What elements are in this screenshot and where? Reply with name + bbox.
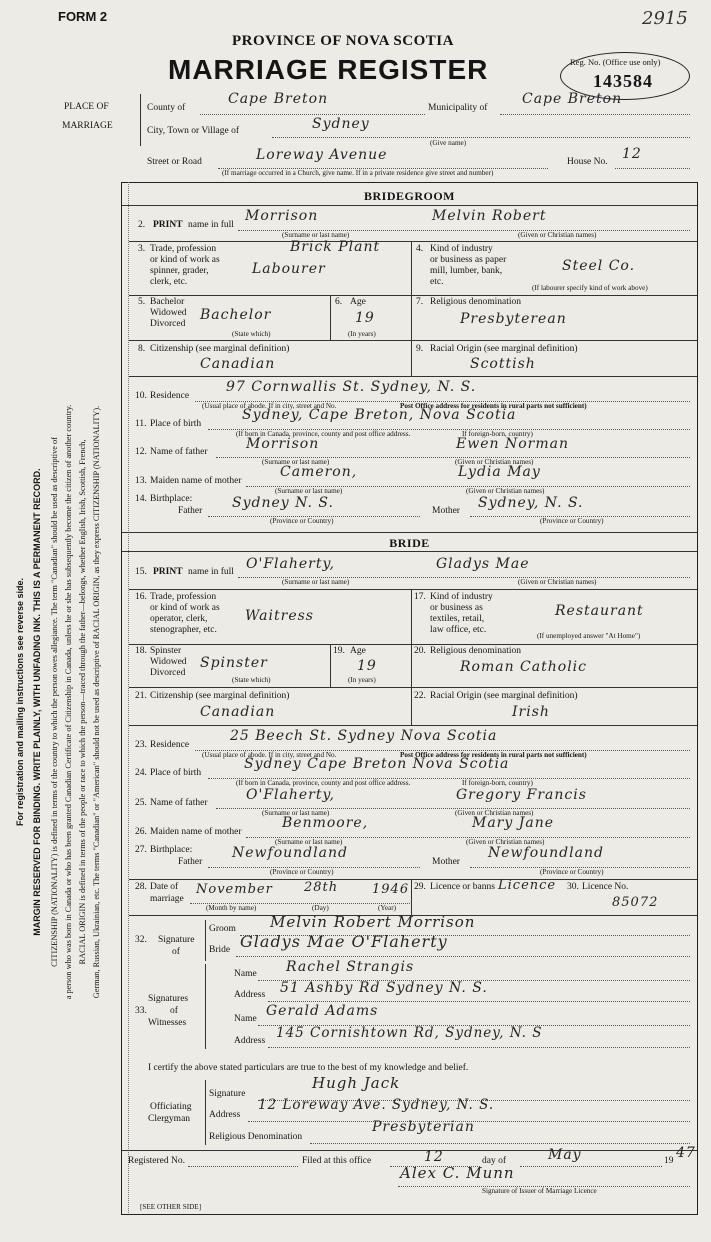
groom-industry: Steel Co. xyxy=(562,258,636,274)
bride-mother-surname: Benmoore, xyxy=(282,815,369,831)
street-value: Loreway Avenue xyxy=(256,147,388,163)
groom-father-given: Ewen Norman xyxy=(456,436,569,452)
groom-residence: 97 Cornwallis St. Sydney, N. S. xyxy=(226,379,477,395)
corner-number: 2915 xyxy=(642,8,688,29)
groom-mother-given: Lydia May xyxy=(458,464,541,480)
filed-day: 12 xyxy=(424,1149,444,1165)
city-value: Sydney xyxy=(312,116,370,132)
margin-text: For registration and mailing instructions see reverse side. MARGIN RESERVED FOR BINDING. WRITE PLAINLY, WITH UNFADING INK. THIS IS A PERMANENT RECORD. CITIZENSHIP (NATIONALITY) is defined in terms of the country to which the person owes allegiance. The term "Canadian" should be used as descriptive of a person who was born in Canada or who has been granted Canadian Certificate of Citizenship in Canada, unless he or she has subsequently become the citizen of another country. RACIAL ORIGIN is defined in terms of the people or race to which the person—traced through the father—belongs, whether English, Irish, Scottish, French, German, Russian, Ukrainian, etc. The terms "Canadian" or "American" should not be used as descriptive of RACIAL ORIGIN, as they express CITIZENSHIP (NATIONALITY). xyxy=(15,404,101,1000)
filed-year: 47 xyxy=(676,1145,696,1161)
groom-father-surname: Morrison xyxy=(246,436,320,452)
bride-marital-status: Spinster xyxy=(200,655,268,671)
see-other-side: [SEE OTHER SIDE] xyxy=(140,1203,202,1211)
licence-or-banns-value: Licence xyxy=(498,878,557,893)
witness-2-name: Gerald Adams xyxy=(266,1003,379,1019)
clergy-address: 12 Loreway Ave. Sydney, N. S. xyxy=(258,1097,495,1113)
place-of-label: PLACE OF xyxy=(64,102,109,112)
bride-citizenship: Canadian xyxy=(200,704,276,720)
give-name-note: (Give name) xyxy=(430,139,467,147)
reg-number: 143584 xyxy=(593,71,653,91)
marriage-day: 28th xyxy=(304,880,339,895)
marriage-register-form: FORM 2 2915 PROVINCE OF NOVA SCOTIA MARRIAGE REGISTER Reg. No. (Office use only) 143584 PLACE OF MARRIAGE County of Cape Breton Municipality of Cape Breton City, Town or Village of Sydney (Give name) Street or Road Loreway Avenue House No. 12 (If marriage occurred in a Church, give name. If in a private residence give street and number) For registration and mailing instructions see reverse side. MARGIN RESERVED FOR BINDING. WRITE PLAINLY, WITH UNFADING INK. THIS IS A PERMANENT RECORD. CITIZENSHIP (NATIONALITY) is defined in terms of the country to which the person owes allegiance. The term "Canadian" should be used as descriptive of a person who was born in Canada or who has been granted Canadian Certificate of Citizenship in Canada, unless he or she has subsequently become the citizen of another country. RACIAL ORIGIN is defined in terms of the people or race to which the person—traced through the father—belongs, whether English, Irish, Scottish, French, German, Russian, Ukrainian, etc. The terms "Canadian" or "American" should not be used as descriptive of RACIAL ORIGIN, as they express CITIZENSHIP (NATIONALITY). BRIDEGROOM 2. PRINT name in full Morrison Melvin Robert (Surname or last name) (Given or Christian names) 3. Trade, profession or kind of work as spinner, grader, clerk, etc. Brick Plant Labourer 4. Kind of industry or business as paper mill, lumber, bank, etc. Steel Co. (If labourer specify kind of work above) 5. Bachelor Widowed Divorced Bachelor (State which) 6. Age 19 (In years) 7. Religious denomination Presbyterean 8. Citizenship (see marginal definition) Canadian 9. Racial Origin (see marginal definition) Scottish 10. Residence 97 Cornwallis St. Sydney, N. S. (Usual place of abode. If in city, street and No. Post Office address for residents in rural parts not sufficient) 11. Place of birth Sydney, Cape Breton, Nova Scotia (If born in Canada, province, county and post office address. If foreign-born, country) 12. Name of father Morrison Ewen Norman (Surname or last name) (Given or Christian names) 13. Maiden name of mother Cameron, Lydia May (Surname or last name) (Given or Christian names) 14. Birthplace: Father Sydney N. S. Mother Sydney, N. S. (Province or Country) (Province or Country) BRIDE 15. PRINT name in full O'Flaherty, Gladys Mae (Surname or last name) (Given or Christian names) 16. Trade, profession or kind of work as operator, clerk, stenographer, etc. Waitress 17. Kind of industry or business as textiles, retail, law office, etc. Restaurant (If unemployed answer "At Home") 18. Spinster Widowed Divorced Spinster (State which) 19. Age 19 (In years) 20. Religious denomination Roman Catholic 21. Citizenship (see marginal definition) Canadian 22. Racial Origin (see marginal definition) Irish 23. Residence 25 Beech St. Sydney Nova Scotia (Usual place of abode. If in city, street and No. Post Office address for residents in rural parts not sufficient) 24. Place of birth Sydney Cape Breton Nova Scotia (If born in Canada, province, county and post office address. If foreign-born, country) 25. Name of father O'Flaherty, Gregory Francis (Surname or last name) (Given or Christian names) 26. Maiden name of mother Benmoore, Mary Jane (Surname or last name) (Given or Christian names) 27. Birthplace: Father Newfoundland Mother Newfoundland (Province or Country) (Province or Country) 28. Date of marriage November 28th 1946 (Month by name) (Day) (Year) 29. Licence or banns Licence 30. Licence No. 85072 32. Signature of Groom Melvin Robert Morrison Bride Gladys Mae O'Flaherty 33. Signatures of Witnesses Name Rachel Strangis Address 51 Ashby Rd Sydney N. S. Name Gerald Adams Address 145 Cornishtown Rd, Sydney, N. S I certify the above stated particulars are true to the best of my knowledge and belief. Officiating Clergyman Signature Hugh Jack Address 12 Loreway Ave. Sydney, N. S. Religious Denomination Presbyterian Registered No. Filed at this office 12 day of May 19 47 Alex C. Munn Signature of Issuer of Marriage Licence [SEE OTHER SIDE] xyxy=(0,0,711,1242)
groom-citizenship: Canadian xyxy=(200,356,276,372)
bride-father-given: Gregory Francis xyxy=(456,787,587,803)
bride-mother-given: Mary Jane xyxy=(472,815,554,831)
filed-month: May xyxy=(548,1147,582,1163)
marriage-label: MARRIAGE xyxy=(62,121,113,131)
witness-1-address: 51 Ashby Rd Sydney N. S. xyxy=(280,980,488,996)
church-note: (If marriage occurred in a Church, give name. If in a private residence give street and number) xyxy=(222,169,494,177)
groom-age: 19 xyxy=(355,310,375,326)
groom-marital-status: Bachelor xyxy=(200,307,272,323)
groom-occupation-2: Labourer xyxy=(252,261,326,277)
groom-religion: Presbyterean xyxy=(460,311,567,327)
county-label: County of xyxy=(147,103,186,113)
clergy-signature: Hugh Jack xyxy=(312,1074,401,1092)
groom-occupation: Brick Plant xyxy=(290,239,381,255)
bride-racial-origin: Irish xyxy=(512,704,550,720)
bride-given-names: Gladys Mae xyxy=(436,556,530,572)
bride-mother-birthplace: Newfoundland xyxy=(488,845,604,861)
groom-surname: Morrison xyxy=(245,208,319,224)
bride-birthplace: Sydney Cape Breton Nova Scotia xyxy=(244,756,510,772)
house-label: House No. xyxy=(567,157,608,167)
witness-2-address: 145 Cornishtown Rd, Sydney, N. S xyxy=(276,1025,543,1041)
witness-1-name: Rachel Strangis xyxy=(286,959,415,975)
groom-mother-surname: Cameron, xyxy=(280,464,358,480)
county-value: Cape Breton xyxy=(228,91,329,107)
certification-text: I certify the above stated particulars are true to the best of my knowledge and belief. xyxy=(148,1063,469,1073)
bride-occupation: Waitress xyxy=(245,608,314,624)
licence-number: 85072 xyxy=(612,895,659,910)
groom-given-names: Melvin Robert xyxy=(432,208,547,224)
bride-father-surname: O'Flaherty, xyxy=(246,787,335,803)
municipality-value: Cape Breton xyxy=(522,91,623,107)
bride-religion: Roman Catholic xyxy=(460,659,587,675)
marriage-month: November xyxy=(196,882,273,897)
clergy-denomination: Presbyterian xyxy=(372,1119,475,1135)
municipality-label: Municipality of xyxy=(428,103,488,113)
house-value: 12 xyxy=(622,146,642,162)
bridegroom-heading: BRIDEGROOM xyxy=(363,189,455,203)
groom-birthplace: Sydney, Cape Breton, Nova Scotia xyxy=(242,407,517,423)
street-label: Street or Road xyxy=(147,157,202,167)
bride-father-birthplace: Newfoundland xyxy=(232,845,348,861)
bride-industry: Restaurant xyxy=(555,603,644,619)
groom-father-birthplace: Sydney N. S. xyxy=(232,495,334,511)
reg-number-label: Reg. No. (Office use only) xyxy=(570,57,661,67)
bride-signature: Gladys Mae O'Flaherty xyxy=(240,932,448,951)
form-label: FORM 2 xyxy=(58,9,108,24)
groom-signature: Melvin Robert Morrison xyxy=(270,913,476,931)
marriage-year: 1946 xyxy=(372,882,410,897)
bride-age: 19 xyxy=(357,658,377,674)
issuer-signature: Alex C. Munn xyxy=(400,1164,515,1182)
groom-mother-birthplace: Sydney, N. S. xyxy=(478,495,584,511)
city-label: City, Town or Village of xyxy=(147,126,239,136)
page-title: MARRIAGE REGISTER xyxy=(168,54,489,85)
bride-heading: BRIDE xyxy=(389,536,430,550)
bride-surname: O'Flaherty, xyxy=(246,556,335,572)
bride-residence: 25 Beech St. Sydney Nova Scotia xyxy=(230,728,498,744)
province-heading: PROVINCE OF NOVA SCOTIA xyxy=(232,33,454,49)
groom-racial-origin: Scottish xyxy=(470,356,536,372)
